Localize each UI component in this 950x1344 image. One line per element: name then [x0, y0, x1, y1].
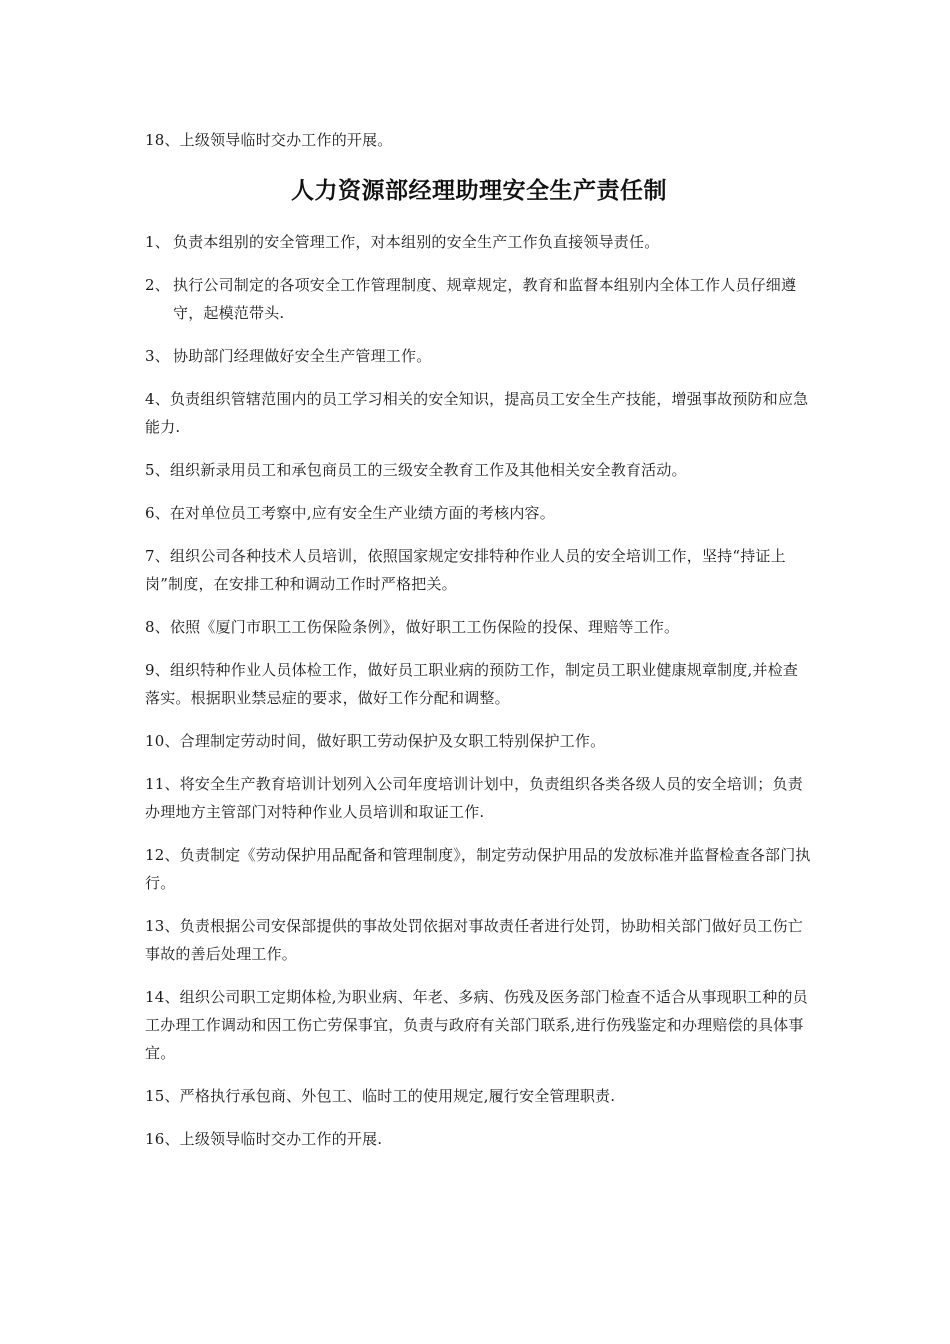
list-item: 16、上级领导临时交办工作的开展.	[145, 1130, 383, 1148]
item-text: 协助部门经理做好安全生产管理工作。	[173, 347, 432, 365]
list-item: 12、负责制定《劳动保护用品配备和管理制度》，制定劳动保护用品的发放标准并监督检查各部门执行。	[145, 846, 811, 892]
list-item: 8、依照《厦门市职工工伤保险条例》，做好职工工伤保险的投保、理赔等工作。	[145, 618, 680, 636]
list-item: 6、在对单位员工考察中,应有安全生产业绩方面的考核内容。	[145, 504, 555, 522]
list-item	[145, 228, 813, 256]
intro-paragraph: 18、上级领导临时交办工作的开展。	[145, 131, 393, 149]
item-number: 3、	[145, 347, 170, 365]
item-number: 2、	[145, 276, 170, 294]
list-item: 7、组织公司各种技术人员培训，依照国家规定安排特种作业人员的安全培训工作，坚持“持证上岗”制度，在安排工种和调动工作时严格把关。	[145, 547, 786, 593]
list-item	[145, 271, 813, 327]
section-title: 人力资源部经理助理安全生产责任制	[291, 178, 667, 204]
list-item	[145, 342, 813, 370]
list-item: 13、负责根据公司安保部提供的事故处罚依据对事故责任者进行处罚，协助相关部门做好员工伤亡事故的善后处理工作。	[145, 917, 803, 963]
document-body	[145, 126, 813, 1168]
list-item: 11、将安全生产教育培训计划列入公司年度培训计划中，负责组织各类各级人员的安全培训；负责办理地方主管部门对特种作业人员培训和取证工作.	[145, 775, 803, 821]
item-text: 执行公司制定的各项安全工作管理制度、规章规定，教育和监督本组别内全体工作人员仔细遵守，起模范带头.	[173, 276, 797, 322]
list-item: 15、严格执行承包商、外包工、临时工的使用规定,履行安全管理职责.	[145, 1087, 616, 1105]
list-item: 14、组织公司职工定期体检,为职业病、年老、多病、伤残及医务部门检查不适合从事现职工种的员工办理工作调动和因工伤亡劳保事宜，负责与政府有关部门联系,进行伤残鉴定和办理赔偿的具体事宜。	[145, 988, 808, 1062]
list-item: 9、组织特种作业人员体检工作，做好员工职业病的预防工作，制定员工职业健康规章制度,并检查落实。根据职业禁忌症的要求，做好工作分配和调整。	[145, 661, 799, 707]
item-number: 1、	[145, 233, 170, 251]
item-text: 负责本组别的安全管理工作，对本组别的安全生产工作负直接领导责任。	[173, 233, 660, 251]
list-item: 10、合理制定劳动时间，做好职工劳动保护及女职工特别保护工作。	[145, 732, 606, 750]
list-item: 5、组织新录用员工和承包商员工的三级安全教育工作及其他相关安全教育活动。	[145, 461, 687, 479]
list-item: 4、负责组织管辖范围内的员工学习相关的安全知识，提高员工安全生产技能，增强事故预防和应急能力.	[145, 390, 809, 436]
